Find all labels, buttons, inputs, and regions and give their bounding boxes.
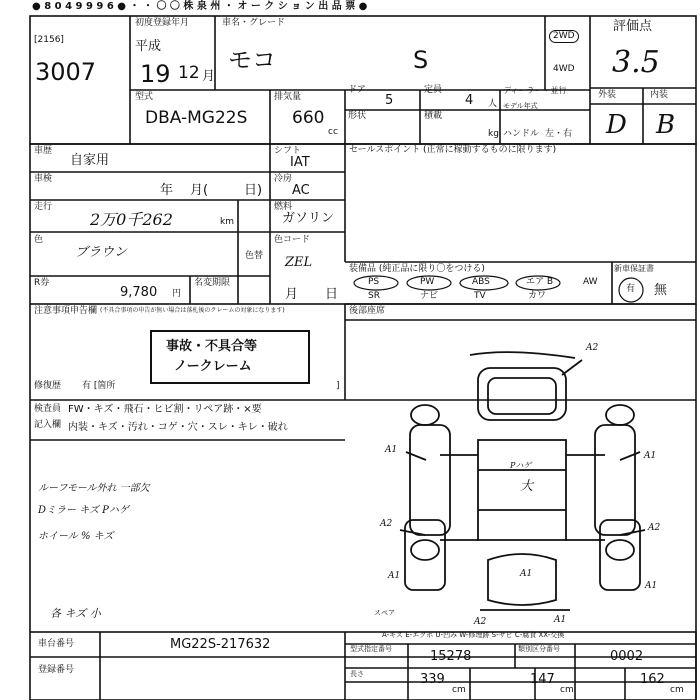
equipment-label: 装備品 (純正品に限り〇をつける) <box>349 264 485 274</box>
rating-label: 評価点 <box>613 19 653 34</box>
mark-a1-bottom: A1 <box>554 615 567 625</box>
drive-2wd: 2WD <box>549 30 579 43</box>
recycle-unit: 円 <box>172 289 182 299</box>
mark-a1-right-low: A1 <box>645 581 658 591</box>
mark-spare: スペア <box>374 609 395 617</box>
equip-pw: PW <box>420 277 435 287</box>
registration-label: 初度登録年月 <box>135 18 190 28</box>
length-value: 339 <box>420 672 445 687</box>
color-code-value: ZEL <box>285 255 313 270</box>
length-unit: cm <box>452 685 466 695</box>
car-name-label: 車名・グレード <box>222 18 286 28</box>
color-code-label: 色コード <box>274 235 311 245</box>
registration-month-unit: 月 <box>202 69 216 84</box>
inspector-label-1: 検査員 <box>34 404 62 414</box>
length-label: 長さ <box>350 670 364 678</box>
note-line-3: ホイール % キズ <box>38 531 114 542</box>
sales-point-label: セールスポイント (正常に稼動するものに限ります) <box>349 145 557 155</box>
color-label: 色 <box>34 235 44 245</box>
name-change-label: 名変期限 <box>194 278 231 288</box>
new-car-warranty-label: 新車保証書 <box>614 264 654 273</box>
name-change-month-unit: 月 <box>285 287 299 302</box>
recycle-value: 9,780 <box>120 285 158 300</box>
roof-curve <box>470 352 575 358</box>
inspector-row-1: FW・キズ・飛石・ヒビ割・リペア跡・×要 <box>68 404 262 415</box>
doors-value: 5 <box>385 93 394 108</box>
capacity-label: 定員 <box>424 85 443 95</box>
chassis-value: MG22S-217632 <box>170 637 271 652</box>
no-claim-stamp <box>150 330 310 384</box>
shift-value: IAT <box>290 155 310 170</box>
equip-sr: SR <box>368 291 380 301</box>
repair-label: 修復歴 <box>34 381 62 391</box>
inspector-label-2: 記入欄 <box>34 420 62 430</box>
interior-grade: B <box>656 110 676 140</box>
height-unit: cm <box>670 685 684 695</box>
sheet-code: [2156] <box>34 35 64 45</box>
exterior-grade: D <box>606 110 627 140</box>
equipment-ovals <box>354 276 643 302</box>
chassis-label: 車台番号 <box>38 639 75 649</box>
mark-a1-left-low: A1 <box>388 571 401 581</box>
damage-legend: A-キズ E-エクボ U-凹み W-修理跡 S-サビ C-腐食 XX-交換 <box>382 631 565 639</box>
warranty-yes: 有 <box>626 284 636 294</box>
usage-value: 自家用 <box>70 153 110 168</box>
load-label: 積載 <box>424 111 443 121</box>
model-value: DBA-MG22S <box>145 108 248 128</box>
registration-era: 平成 <box>135 39 162 54</box>
mark-pahage: Pハゲ <box>510 461 532 470</box>
note-line-4: 各 キズ 小 <box>50 607 101 620</box>
stamp-line-2: ノークレーム <box>174 359 252 374</box>
registration-number-label: 登録番号 <box>38 665 75 675</box>
car-name-value: モコ <box>228 46 276 74</box>
displacement-value: 660 <box>292 108 325 128</box>
mark-a1-center: A1 <box>520 569 533 579</box>
note-line-1: ルーフモール外れ 一部欠 <box>38 483 150 494</box>
class-number-label: 類別区分番号 <box>518 645 560 653</box>
repair-value: 有 [箇所 <box>82 381 116 391</box>
name-change-day-unit: 日 <box>325 287 339 302</box>
cert-number-label: 型式指定番号 <box>350 645 392 653</box>
shape-label: 形状 <box>348 111 367 121</box>
mark-a2-right: A2 <box>648 523 661 533</box>
equip-airbag: エア B <box>526 277 554 287</box>
color-value: ブラウン <box>75 245 128 260</box>
stamp-line-1: 事故・不具合等 <box>166 339 258 354</box>
registration-year: 19 <box>140 60 171 88</box>
equip-leather: カワ <box>528 291 547 301</box>
fuel-value: ガソリン <box>282 211 335 226</box>
displacement-unit: cc <box>328 127 338 137</box>
registration-month: 12 <box>178 63 200 83</box>
rating-score: 3.5 <box>612 45 660 80</box>
capacity-unit: 人 <box>488 99 498 109</box>
dealer-label: ディーラー・並行 <box>503 86 567 95</box>
equip-aw: AW <box>583 277 598 287</box>
handle-label: ハンドル <box>503 129 540 139</box>
aircon-label: 冷房 <box>274 174 293 184</box>
warranty-no: 無 <box>654 283 668 298</box>
width-unit: cm <box>560 685 574 695</box>
capacity-value: 4 <box>465 93 474 108</box>
load-unit: kg <box>488 129 499 139</box>
mark-a1-right: A1 <box>644 451 657 461</box>
equip-abs: ABS <box>472 277 490 287</box>
handle-options: 左・右 <box>545 129 573 139</box>
repair-close: ] <box>336 381 340 391</box>
note-line-2: Dミラー キズ Pハゲ <box>38 505 129 516</box>
mileage-value: 2万0千262 <box>90 210 173 229</box>
mark-a2-bottom: A2 <box>474 617 487 627</box>
notes-label: 注意事項申告欄 <box>34 306 98 316</box>
height-value: 162 <box>640 672 665 687</box>
usage-label: 車歴 <box>34 146 53 156</box>
lot-number: 3007 <box>35 58 97 86</box>
inspector-row-2: 内装・キズ・汚れ・コゲ・穴・スレ・キレ・破れ <box>68 422 288 433</box>
mileage-label: 走行 <box>34 202 53 212</box>
recycle-label: R券 <box>34 278 50 288</box>
top-banner: ● 8 0 4 9 9 9 6 ● ・ ・ 〇 〇 株 泉 州 ・ オ ー ク シ ョ ン 出 品 票 ● <box>32 1 368 12</box>
equip-tv: TV <box>474 291 486 301</box>
notes-sublabel: (不具合事項の申告が無い場合は落札後のクレームの対象になります) <box>100 307 285 314</box>
cert-number-value: 15278 <box>430 649 472 664</box>
mileage-unit: km <box>220 217 234 227</box>
displacement-label: 排気量 <box>274 92 302 102</box>
equip-ps: PS <box>368 277 380 287</box>
inspection-year-unit: 年 <box>160 183 174 198</box>
inspection-day-unit: 日) <box>244 183 263 198</box>
drive-4wd: 4WD <box>553 64 575 74</box>
car-grade-value: S <box>413 46 429 74</box>
mark-a2-left: A2 <box>380 519 393 529</box>
mark-a2-top: A2 <box>586 343 599 353</box>
rear-seat-label: 後部座席 <box>349 306 386 316</box>
shift-label: シフト <box>274 146 302 156</box>
exterior-label: 外装 <box>598 90 617 100</box>
aircon-value: AC <box>292 183 310 198</box>
fuel-label: 燃料 <box>274 202 293 212</box>
width-value: 147 <box>530 672 555 687</box>
model-label: 型式 <box>135 92 154 102</box>
color-change-label: 色替 <box>245 251 264 261</box>
inspection-label: 車検 <box>34 174 53 184</box>
doors-label: ドア <box>348 85 366 95</box>
interior-label: 内装 <box>650 90 669 100</box>
inspection-month-unit: 月( <box>190 183 209 198</box>
mark-a1-left: A1 <box>385 445 398 455</box>
equip-navi: ナビ <box>420 291 439 301</box>
class-number-value: 0002 <box>610 649 644 664</box>
model-year-label: モデル年式 <box>503 102 538 110</box>
mark-dai: 大 <box>520 479 534 494</box>
